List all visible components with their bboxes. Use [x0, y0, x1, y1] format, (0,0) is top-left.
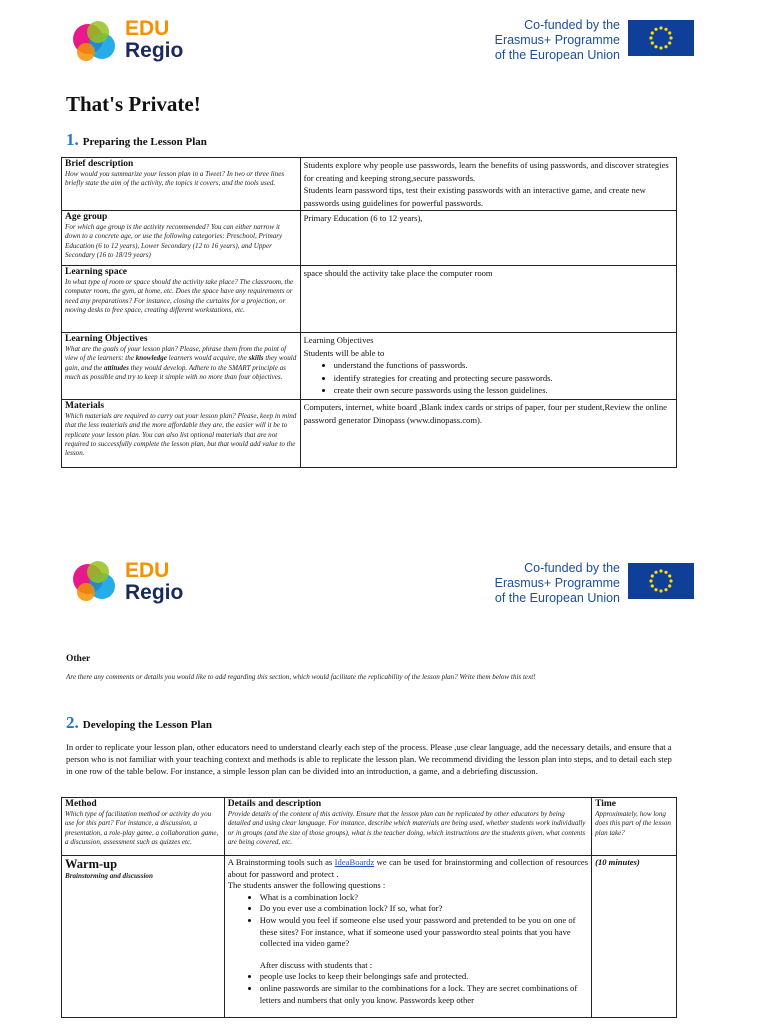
lesson-steps-table	[61, 797, 677, 1018]
other-hint: Are there any comments or details you would like to add regarding this section, which would facilitate the replicability of the lesson plan? Write them below this text!	[66, 673, 536, 681]
list-item: • What is a combination lock?	[260, 892, 588, 904]
row-hint: How would you summarize your lesson plan in a Tweet? In two or three lines briefly state the aim of the activity, the topics it covers, and the tools used.	[65, 170, 285, 188]
table-row	[62, 333, 677, 400]
eu-flag-icon	[628, 563, 694, 599]
brand-regio: Regio	[125, 39, 184, 62]
list-item: • understand the functions of passwords.	[334, 359, 673, 372]
brand-edu: EDU	[125, 559, 170, 582]
row-answer: space should the activity take place the computer room	[303, 268, 493, 278]
row-answer: Students explore why people use passwords, learn the benefits of using passwords, and discover strategies for creating and keeping strong,secure passwords.	[303, 160, 669, 183]
row-hint: Which materials are required to carry out your lesson plan? Please, keep in mind that the less materials and the more affordable they are, the easier will it be to replicate your lesson plan. You can also list optional materials that are not required to successfully complete the lesson plan, but that would add value to the lesson.	[65, 412, 297, 458]
eu-flag-icon	[628, 20, 694, 56]
lesson-plan-table	[61, 157, 677, 468]
warmup-time: (10 minutes)	[595, 857, 640, 867]
table-row	[62, 266, 677, 333]
row-label: Learning Objectives	[65, 334, 148, 344]
row-answer: Computers, internet, white board ,Blank index cards or strips of paper, four per student,Review the online password generator Dinopass (www.dinopass.com).	[303, 402, 667, 425]
time-hint: Approximately, how long does this part of the lesson plan take?	[595, 810, 671, 837]
warmup-subtitle: Brainstorming and discussion	[65, 872, 153, 880]
table-row	[62, 856, 677, 1018]
list-item: • people use locks to keep their belongings safe and protected.	[260, 971, 588, 983]
section2-heading: 2. Developing the Lesson Plan	[66, 713, 213, 732]
warmup-question-lead: The students answer the following questions :	[227, 880, 386, 891]
row-answer: Students learn password tips, test their existing passwords with an interactive game, and create new passwords using guidelines for powerful passwords.	[303, 185, 646, 208]
method-hint: Which type of facilitation method or activity do you use for this part? For instance, a discussion, a presentation, a role-play game, a collaboration game, a discussion, assessment such as quizzes etc.	[65, 810, 219, 846]
list-item: • online passwords are similar to the combinations for a lock. They are secret combinations of letters and numbers that only you know. Passwords keep other	[260, 983, 588, 1006]
other-label: Other	[66, 654, 91, 664]
brand-regio: Regio	[125, 581, 184, 604]
brand-edu: EDU	[125, 17, 170, 40]
row-label: Age group	[65, 212, 108, 222]
row-hint: What are the goals of your lesson plan? Please, phrase them from the point of view of the learners: the knowledge learners would acquire, the skills they would gain, and the attitudes they would develop. Adhere to the SMART principle as much as possible and try to keep it simple with no more than four objectives.	[65, 345, 297, 381]
section1-heading: 1. Preparing the Lesson Plan	[66, 130, 207, 149]
row-answer: Primary Education (6 to 12 years),	[303, 213, 423, 223]
ideaboardz-link[interactable]: IdeaBoardz	[334, 857, 375, 867]
row-label: Materials	[65, 401, 105, 411]
method-header: Method	[65, 799, 97, 809]
row-label: Learning space	[65, 267, 128, 277]
table-row	[62, 211, 677, 266]
warmup-title: Warm-up	[65, 857, 118, 871]
list-item: • identify strategies for creating and protecting secure passwords.	[334, 372, 673, 385]
page-title: That's Private!	[66, 92, 201, 116]
list-item: • How would you feel if someone else used your password and pretended to be you on one of these sites? For instance, what if someone used your passwordto steal points that you have collected ina video game?	[260, 915, 588, 950]
warmup-after: After discuss with students that :	[259, 959, 373, 970]
eu-cofunded-text: Co-funded by the Erasmus+ Programme of the European Union	[494, 561, 620, 605]
time-header: Time	[595, 799, 617, 809]
row-answer: Learning Objectives	[303, 335, 374, 345]
table-row	[62, 400, 677, 468]
list-item: • create their own secure passwords using the lesson guidelines.	[334, 384, 673, 397]
eu-cofunded-text: Co-funded by the Erasmus+ Programme of the European Union	[494, 18, 620, 62]
section2-intro: In order to replicate your lesson plan, other educators need to understand clearly each step of the process. Please ,use clear language, add the necessary details, and ensure that a person who is not familiar with your teaching context and methods is able to replicate the lesson plan. We recommend dividing the lesson plan into steps, and to detail each step in one row of the table below. For instance, a simple lesson plan can be divided into an introduction, a game, and a debriefing discussion.	[66, 742, 672, 777]
details-hint: Provide details of the content of this activity. Ensure that the lesson plan can be replicated by other educators by being detailed and using clear language. For instance, describe which materials are being used, whether students work individually or in groups (and the size of those groups), what is the teacher doing, which instructions are the students given, what contents are being covered, etc.	[227, 810, 586, 846]
row-hint: In what type of room or space should the activity take place? The classroom, the computer room, the gym, at home, etc. Does the space have any requirements or need any preparations? For instance, closing the curtains for a projection, or moving desks to free space, creating different workstations, etc.	[65, 278, 294, 314]
table-header-row	[62, 798, 677, 856]
warmup-intro: A Brainstorming tools such as IdeaBoardz we can be used for brainstorming and collection of resources about for password and protect .	[227, 857, 589, 879]
row-answer: Students will be able to	[303, 347, 385, 358]
details-header: Details and description	[227, 799, 322, 809]
row-label: Brief description	[65, 159, 134, 169]
list-item: • Do you ever use a combination lock? If so, what for?	[260, 903, 588, 915]
table-row	[62, 158, 677, 211]
row-hint: For which age group is the activity recommended? You can either narrow it down to a concrete age, or use the following categories: Preschool, Primary Education (6 to 12 years), Lower Secondary (12 to 16 years), and Upper Secondary (16 to 18/19 years)	[65, 223, 283, 259]
